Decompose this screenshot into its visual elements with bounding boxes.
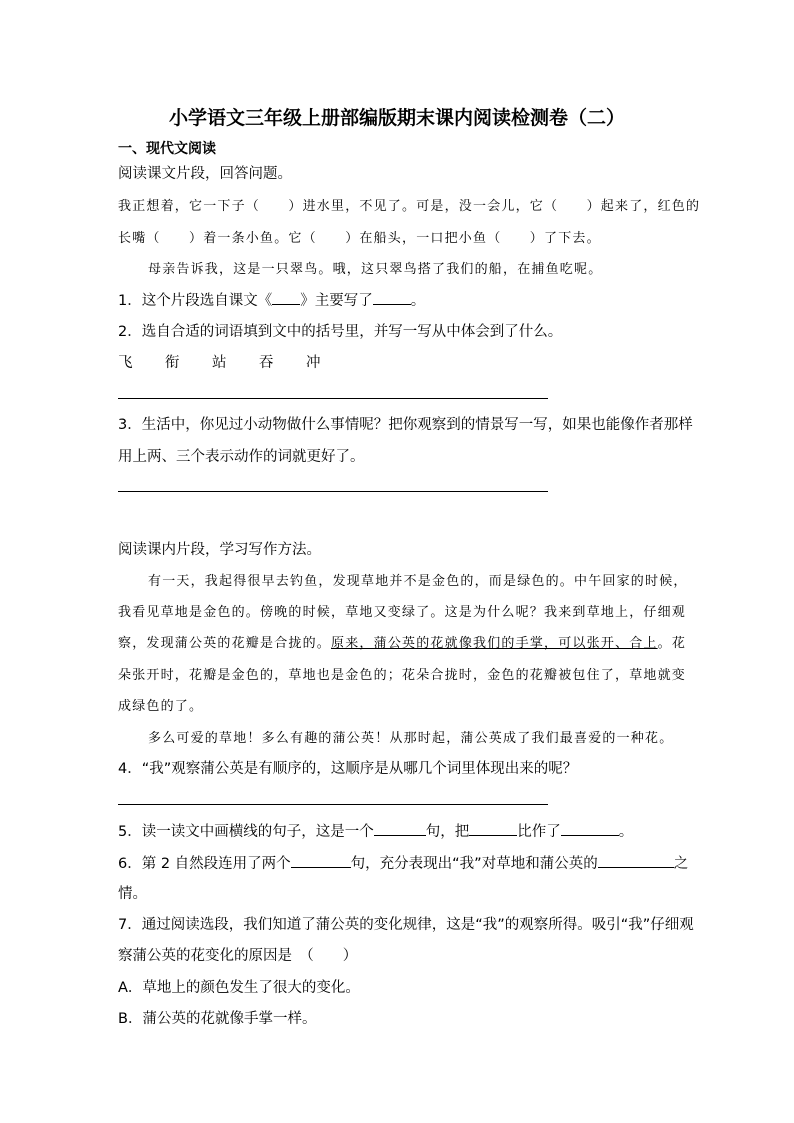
q5-text: 5．读一读文中画横线的句子，这是一个 bbox=[118, 824, 374, 840]
question-7-cont: 察蒲公英的花变化的原因是 （ ） bbox=[118, 948, 358, 964]
q5-blank[interactable] bbox=[374, 821, 426, 836]
q5-blank[interactable] bbox=[469, 821, 517, 836]
q5-text: 句，把 bbox=[425, 824, 470, 840]
section-heading: 一、现代文阅读 bbox=[118, 141, 216, 157]
underlined-sentence: 原来，蒲公英的花就像我们的手掌，可以张开、合上 bbox=[331, 636, 658, 651]
word-option: 飞 bbox=[118, 355, 133, 371]
answer-line-q4[interactable] bbox=[118, 804, 548, 805]
question-2: 2．选自合适的词语填到文中的括号里，并写一写从中体会到了什么。 bbox=[118, 324, 563, 340]
passage2-intro: 阅读课内片段，学习写作方法。 bbox=[118, 542, 321, 558]
question-7: 7．通过阅读选段，我们知道了蒲公英的变化规律，这是“我”的观察所得。吸引“我”仔细观 bbox=[118, 917, 694, 933]
q6-blank[interactable] bbox=[291, 853, 351, 868]
answer-line-q2[interactable] bbox=[118, 398, 548, 399]
q6-text: 6．第 2 自然段连用了两个 bbox=[118, 856, 291, 872]
option-b[interactable]: B．蒲公英的花就像手掌一样。 bbox=[118, 1011, 317, 1027]
q6-blank[interactable] bbox=[598, 853, 674, 868]
word-option: 吞 bbox=[259, 355, 274, 371]
q6-text: 之 bbox=[673, 856, 689, 872]
q5-text: 。 bbox=[618, 824, 634, 840]
passage1-line: 母亲告诉我，这是一只翠鸟。哦，这只翠鸟搭了我们的船，在捕鱼吃呢。 bbox=[148, 262, 603, 277]
passage2-line: 多么可爱的草地！多么有趣的蒲公英！从那时起，蒲公英成了我们最喜爱的一种花。 bbox=[148, 731, 674, 746]
q1-blank-title[interactable] bbox=[272, 290, 300, 305]
page-title: 小学语文三年级上册部编版期末课内阅读检测卷（二） bbox=[168, 107, 625, 129]
question-5 bbox=[118, 821, 633, 842]
passage1-line: 我正想着，它一下子（ ）进水里，不见了。可是，没一会儿，它（ ）起来了，红色的 bbox=[118, 199, 701, 214]
q5-text: 比作了 bbox=[517, 824, 561, 840]
q6-text: 句，充分表现出“我”对草地和蒲公英的 bbox=[350, 856, 598, 872]
passage1-intro: 阅读课文片段，回答问题。 bbox=[118, 166, 292, 182]
passage2-text: 察，发现蒲公英的花瓣是合拢的。 bbox=[118, 636, 332, 651]
question-4: 4．“我”观察蒲公英是有顺序的，这顺序是从哪几个词里体现出来的呢？ bbox=[118, 761, 578, 777]
word-bank bbox=[118, 353, 353, 373]
passage2-text: 。花 bbox=[657, 636, 687, 651]
passage2-line: 成绿色的了。 bbox=[118, 699, 204, 714]
passage2-line: 我看见草地是金色的。傍晚的时候，草地又变绿了。这是为什么呢？我来到草地上，仔细观 bbox=[118, 605, 687, 620]
option-a[interactable]: A．草地上的颜色发生了很大的变化。 bbox=[118, 980, 360, 996]
question-6 bbox=[118, 853, 688, 874]
passage1-line: 长嘴（ ）着一条小鱼。它（ ）在船头，一口把小鱼（ ）了下去。 bbox=[118, 231, 601, 246]
question-3: 3．生活中，你见过小动物做什么事情呢？把你观察到的情景写一写，如果也能像作者那样 bbox=[118, 417, 693, 433]
word-option: 衔 bbox=[165, 355, 180, 371]
q1-text: 》主要写了 bbox=[300, 293, 373, 309]
word-option: 站 bbox=[212, 355, 227, 371]
passage2-line: 有一天，我起得很早去钓鱼，发现草地并不是金色的，而是绿色的。中午回家的时候， bbox=[148, 574, 688, 589]
q1-text: 1．这个片段选自课文《 bbox=[118, 293, 273, 309]
question-6-cont: 情。 bbox=[118, 886, 147, 902]
question-3-cont: 用上两、三个表示动作的词就更好了。 bbox=[118, 449, 365, 465]
q5-blank[interactable] bbox=[561, 821, 619, 836]
passage2-line: 朵张开时，花瓣是金色的，草地也是金色的；花朵合拢时，金色的花瓣被包住了，草地就变 bbox=[118, 668, 687, 683]
q1-text: 。 bbox=[410, 293, 426, 309]
question-1 bbox=[118, 290, 425, 311]
passage2-line bbox=[118, 634, 686, 654]
answer-line-q3[interactable] bbox=[118, 491, 548, 492]
q1-blank-content[interactable] bbox=[373, 290, 411, 305]
word-option: 冲 bbox=[306, 355, 321, 371]
